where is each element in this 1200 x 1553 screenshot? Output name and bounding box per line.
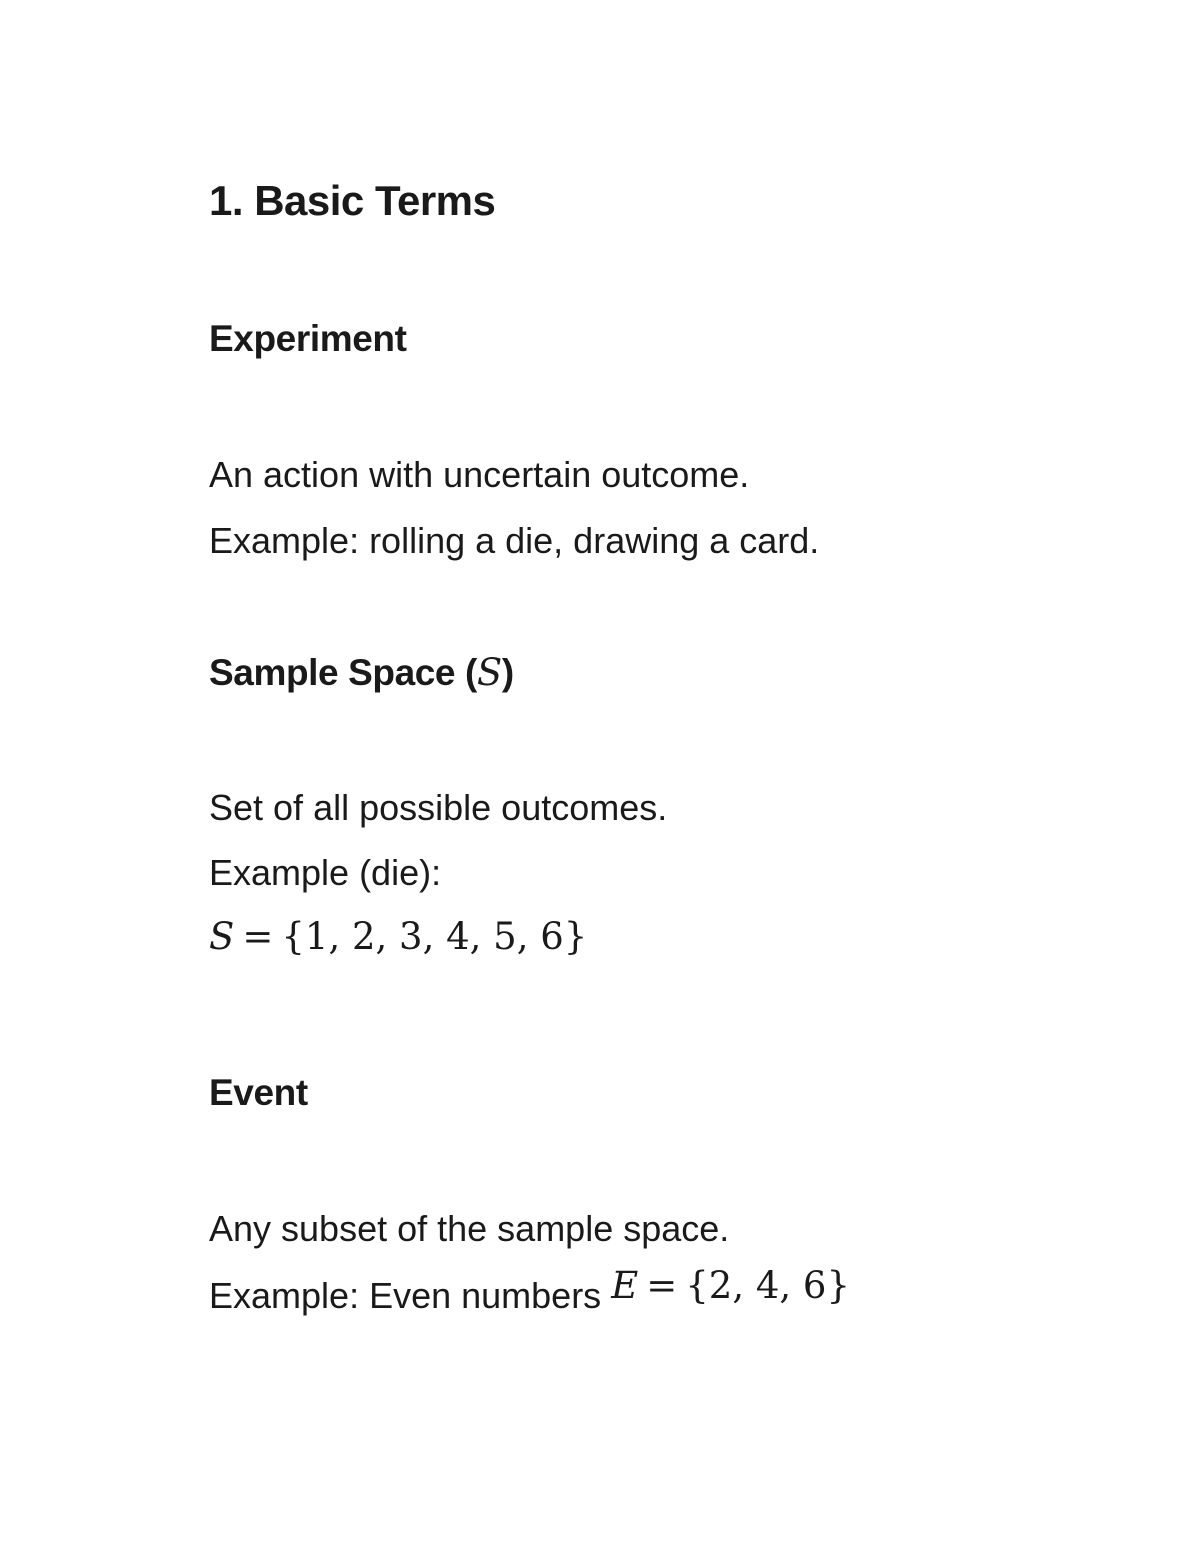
sample-space-definition: Set of all possible outcomes. <box>209 787 668 828</box>
event-formula-eq: = <box>646 1264 678 1307</box>
experiment-heading: Experiment <box>209 318 407 359</box>
experiment-example: Example: rolling a die, drawing a card. <box>209 520 820 561</box>
event-formula-lhs: E <box>611 1264 639 1307</box>
event-formula <box>611 1264 850 1307</box>
sample-space-example-label: Example (die): <box>209 852 442 893</box>
sample-space-formula-eq: = <box>242 915 274 958</box>
event-example <box>209 1264 850 1319</box>
sample-space-formula-lhs: S <box>209 915 235 958</box>
sample-space-heading-prefix: Sample Space ( <box>209 652 477 693</box>
sample-space-heading <box>209 650 514 696</box>
experiment-definition: An action with uncertain outcome. <box>209 454 750 495</box>
sample-space-heading-suffix: ) <box>501 652 514 693</box>
event-definition: Any subset of the sample space. <box>209 1208 730 1249</box>
sample-space-formula <box>209 914 587 960</box>
event-formula-rhs: {2, 4, 6} <box>685 1264 850 1307</box>
event-example-label: Example: Even numbers <box>209 1275 602 1316</box>
section-title: 1. Basic Terms <box>209 177 496 224</box>
event-heading: Event <box>209 1072 308 1113</box>
sample-space-symbol: S <box>476 651 502 694</box>
sample-space-formula-rhs: {1, 2, 3, 4, 5, 6} <box>281 915 588 958</box>
